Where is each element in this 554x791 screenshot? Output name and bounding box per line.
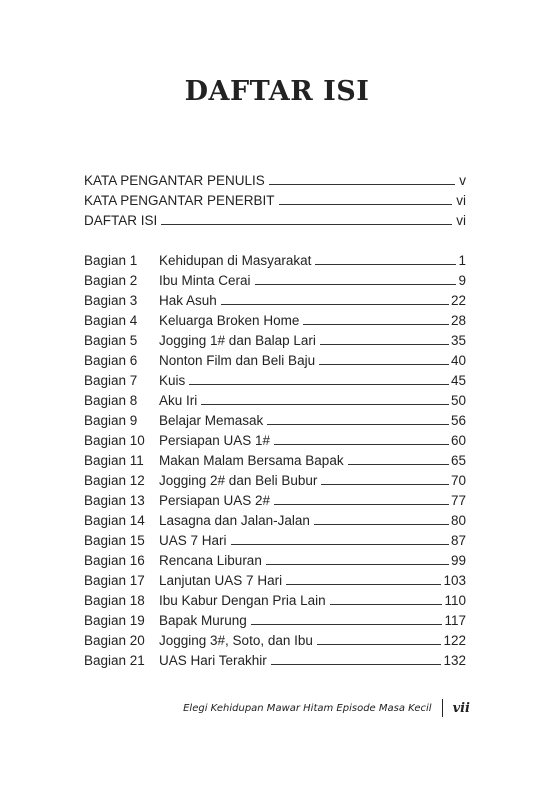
toc-chapter-row: [84, 608, 466, 628]
chapter-title: UAS 7 Hari: [159, 533, 227, 548]
chapter-title: Bapak Murung: [159, 613, 247, 628]
chapter-title: Makan Malam Bersama Bapak: [159, 453, 344, 468]
chapter-part: Bagian 6: [84, 353, 138, 368]
chapter-part: Bagian 3: [84, 293, 138, 308]
chapter-part: Bagian 11: [84, 453, 144, 468]
footer-divider: [442, 699, 443, 717]
chapter-page: 56: [450, 413, 466, 428]
footer-book-title: Elegi Kehidupan Mawar Hitam Episode Masa Kecil: [183, 702, 432, 714]
leader-line: [279, 204, 453, 205]
chapter-part: Bagian 8: [84, 393, 138, 408]
leader-line: [314, 524, 449, 525]
chapter-title: Ibu Minta Cerai: [159, 273, 251, 288]
chapter-title: Hak Asuh: [159, 293, 217, 308]
leader-line: [348, 464, 449, 465]
chapter-page: 1: [458, 253, 466, 268]
toc-chapter-row: [84, 528, 466, 548]
leader-line: [274, 504, 449, 505]
chapter-part: Bagian 5: [84, 333, 138, 348]
chapter-title: Keluarga Broken Home: [159, 313, 300, 328]
toc-front-row: [84, 168, 466, 188]
chapter-part: Bagian 4: [84, 313, 138, 328]
chapter-title: Nonton Film dan Beli Baju: [159, 353, 316, 368]
chapter-part: Bagian 19: [84, 613, 145, 628]
chapter-page: 87: [450, 533, 466, 548]
toc-chapter-row: [84, 428, 466, 448]
leader-line: [221, 304, 449, 305]
toc-chapter-row: [84, 588, 466, 608]
leader-line: [269, 184, 455, 185]
toc-front-page: vi: [456, 213, 466, 228]
chapter-page: 40: [450, 353, 466, 368]
leader-line: [319, 364, 449, 365]
toc-chapter-row: [84, 328, 466, 348]
toc-chapter-row: [84, 488, 466, 508]
toc-chapter-row: [84, 288, 466, 308]
chapter-page: 77: [450, 493, 466, 508]
chapter-page: 45: [450, 373, 466, 388]
chapter-part: Bagian 15: [84, 533, 145, 548]
chapter-page: 70: [450, 473, 466, 488]
chapter-part: Bagian 18: [84, 593, 145, 608]
chapter-title: Lasagna dan Jalan-Jalan: [159, 513, 310, 528]
chapter-title: Persiapan UAS 2#: [159, 493, 271, 508]
toc-chapter-row: [84, 308, 466, 328]
toc-chapter-row: [84, 388, 466, 408]
toc-chapter-row: [84, 508, 466, 528]
toc-chapter-row: [84, 268, 466, 288]
chapter-part: Bagian 16: [84, 553, 145, 568]
chapter-part: Bagian 17: [84, 573, 145, 588]
chapter-part: Bagian 20: [84, 633, 145, 648]
chapter-title: Jogging 1# dan Balap Lari: [159, 333, 316, 348]
chapter-page: 110: [444, 593, 466, 608]
leader-line: [231, 544, 449, 545]
chapter-title: Kuis: [159, 373, 186, 388]
leader-line: [315, 264, 456, 265]
chapter-part: Bagian 14: [84, 513, 145, 528]
leader-line: [255, 284, 457, 285]
toc-chapter-row: [84, 468, 466, 488]
chapter-part: Bagian 2: [84, 273, 138, 288]
chapter-page: 9: [458, 273, 466, 288]
chapter-page: 80: [450, 513, 466, 528]
chapter-page: 22: [450, 293, 466, 308]
chapter-part: Bagian 1: [84, 253, 138, 268]
chapter-part: Bagian 21: [84, 653, 145, 668]
page-title: DAFTAR ISI: [184, 76, 370, 107]
leader-line: [286, 584, 441, 585]
chapter-title: Lanjutan UAS 7 Hari: [159, 573, 283, 588]
toc-chapter-row: [84, 348, 466, 368]
leader-line: [321, 484, 449, 485]
chapter-page: 65: [450, 453, 466, 468]
chapter-title: Rencana Liburan: [159, 553, 262, 568]
toc-chapter-row: [84, 448, 466, 468]
toc-chapter-row: [84, 628, 466, 648]
chapter-title: Aku Iri: [159, 393, 198, 408]
chapter-page: 103: [443, 573, 466, 588]
chapter-page: 122: [443, 633, 466, 648]
chapter-page: 117: [444, 613, 466, 628]
toc-chapter-row: [84, 408, 466, 428]
chapter-page: 60: [450, 433, 466, 448]
toc-front-label: KATA PENGANTAR PENERBIT: [84, 193, 275, 208]
chapter-title: Jogging 3#, Soto, dan Ibu: [159, 633, 313, 648]
toc-chapter-row: [84, 548, 466, 568]
chapter-part: Bagian 10: [84, 433, 145, 448]
leader-line: [201, 404, 449, 405]
leader-line: [330, 604, 443, 605]
chapter-title: Jogging 2# dan Beli Bubur: [159, 473, 318, 488]
leader-line: [161, 224, 452, 225]
toc-chapter-row: [84, 368, 466, 388]
chapter-part: Bagian 13: [84, 493, 145, 508]
chapter-title: Ibu Kabur Dengan Pria Lain: [159, 593, 326, 608]
leader-line: [251, 624, 443, 625]
toc-front-label: DAFTAR ISI: [84, 213, 158, 228]
leader-line: [274, 444, 449, 445]
chapter-page: 132: [443, 653, 466, 668]
leader-line: [189, 384, 449, 385]
toc-chapter-row: [84, 248, 466, 268]
chapter-page: 50: [450, 393, 466, 408]
toc-front-row: [84, 208, 466, 228]
chapter-part: Bagian 12: [84, 473, 145, 488]
chapter-title: UAS Hari Terakhir: [159, 653, 267, 668]
toc-front-label: KATA PENGANTAR PENULIS: [84, 173, 265, 188]
chapter-part: Bagian 7: [84, 373, 138, 388]
leader-line: [267, 424, 449, 425]
page-footer: [183, 698, 470, 718]
toc-front-page: vi: [456, 193, 466, 208]
leader-line: [317, 644, 442, 645]
toc-front-row: [84, 188, 466, 208]
chapter-title: Kehidupan di Masyarakat: [159, 253, 312, 268]
leader-line: [303, 324, 449, 325]
leader-line: [320, 344, 449, 345]
toc-chapter-row: [84, 648, 466, 668]
toc-front-page: v: [459, 173, 466, 188]
chapter-page: 28: [450, 313, 466, 328]
chapter-page: 35: [450, 333, 466, 348]
leader-line: [266, 564, 449, 565]
chapter-part: Bagian 9: [84, 413, 138, 428]
chapter-title: Persiapan UAS 1#: [159, 433, 271, 448]
footer-page-number: vii: [452, 700, 470, 716]
chapter-page: 99: [450, 553, 466, 568]
leader-line: [271, 664, 442, 665]
chapter-title: Belajar Memasak: [159, 413, 264, 428]
toc-chapter-row: [84, 568, 466, 588]
